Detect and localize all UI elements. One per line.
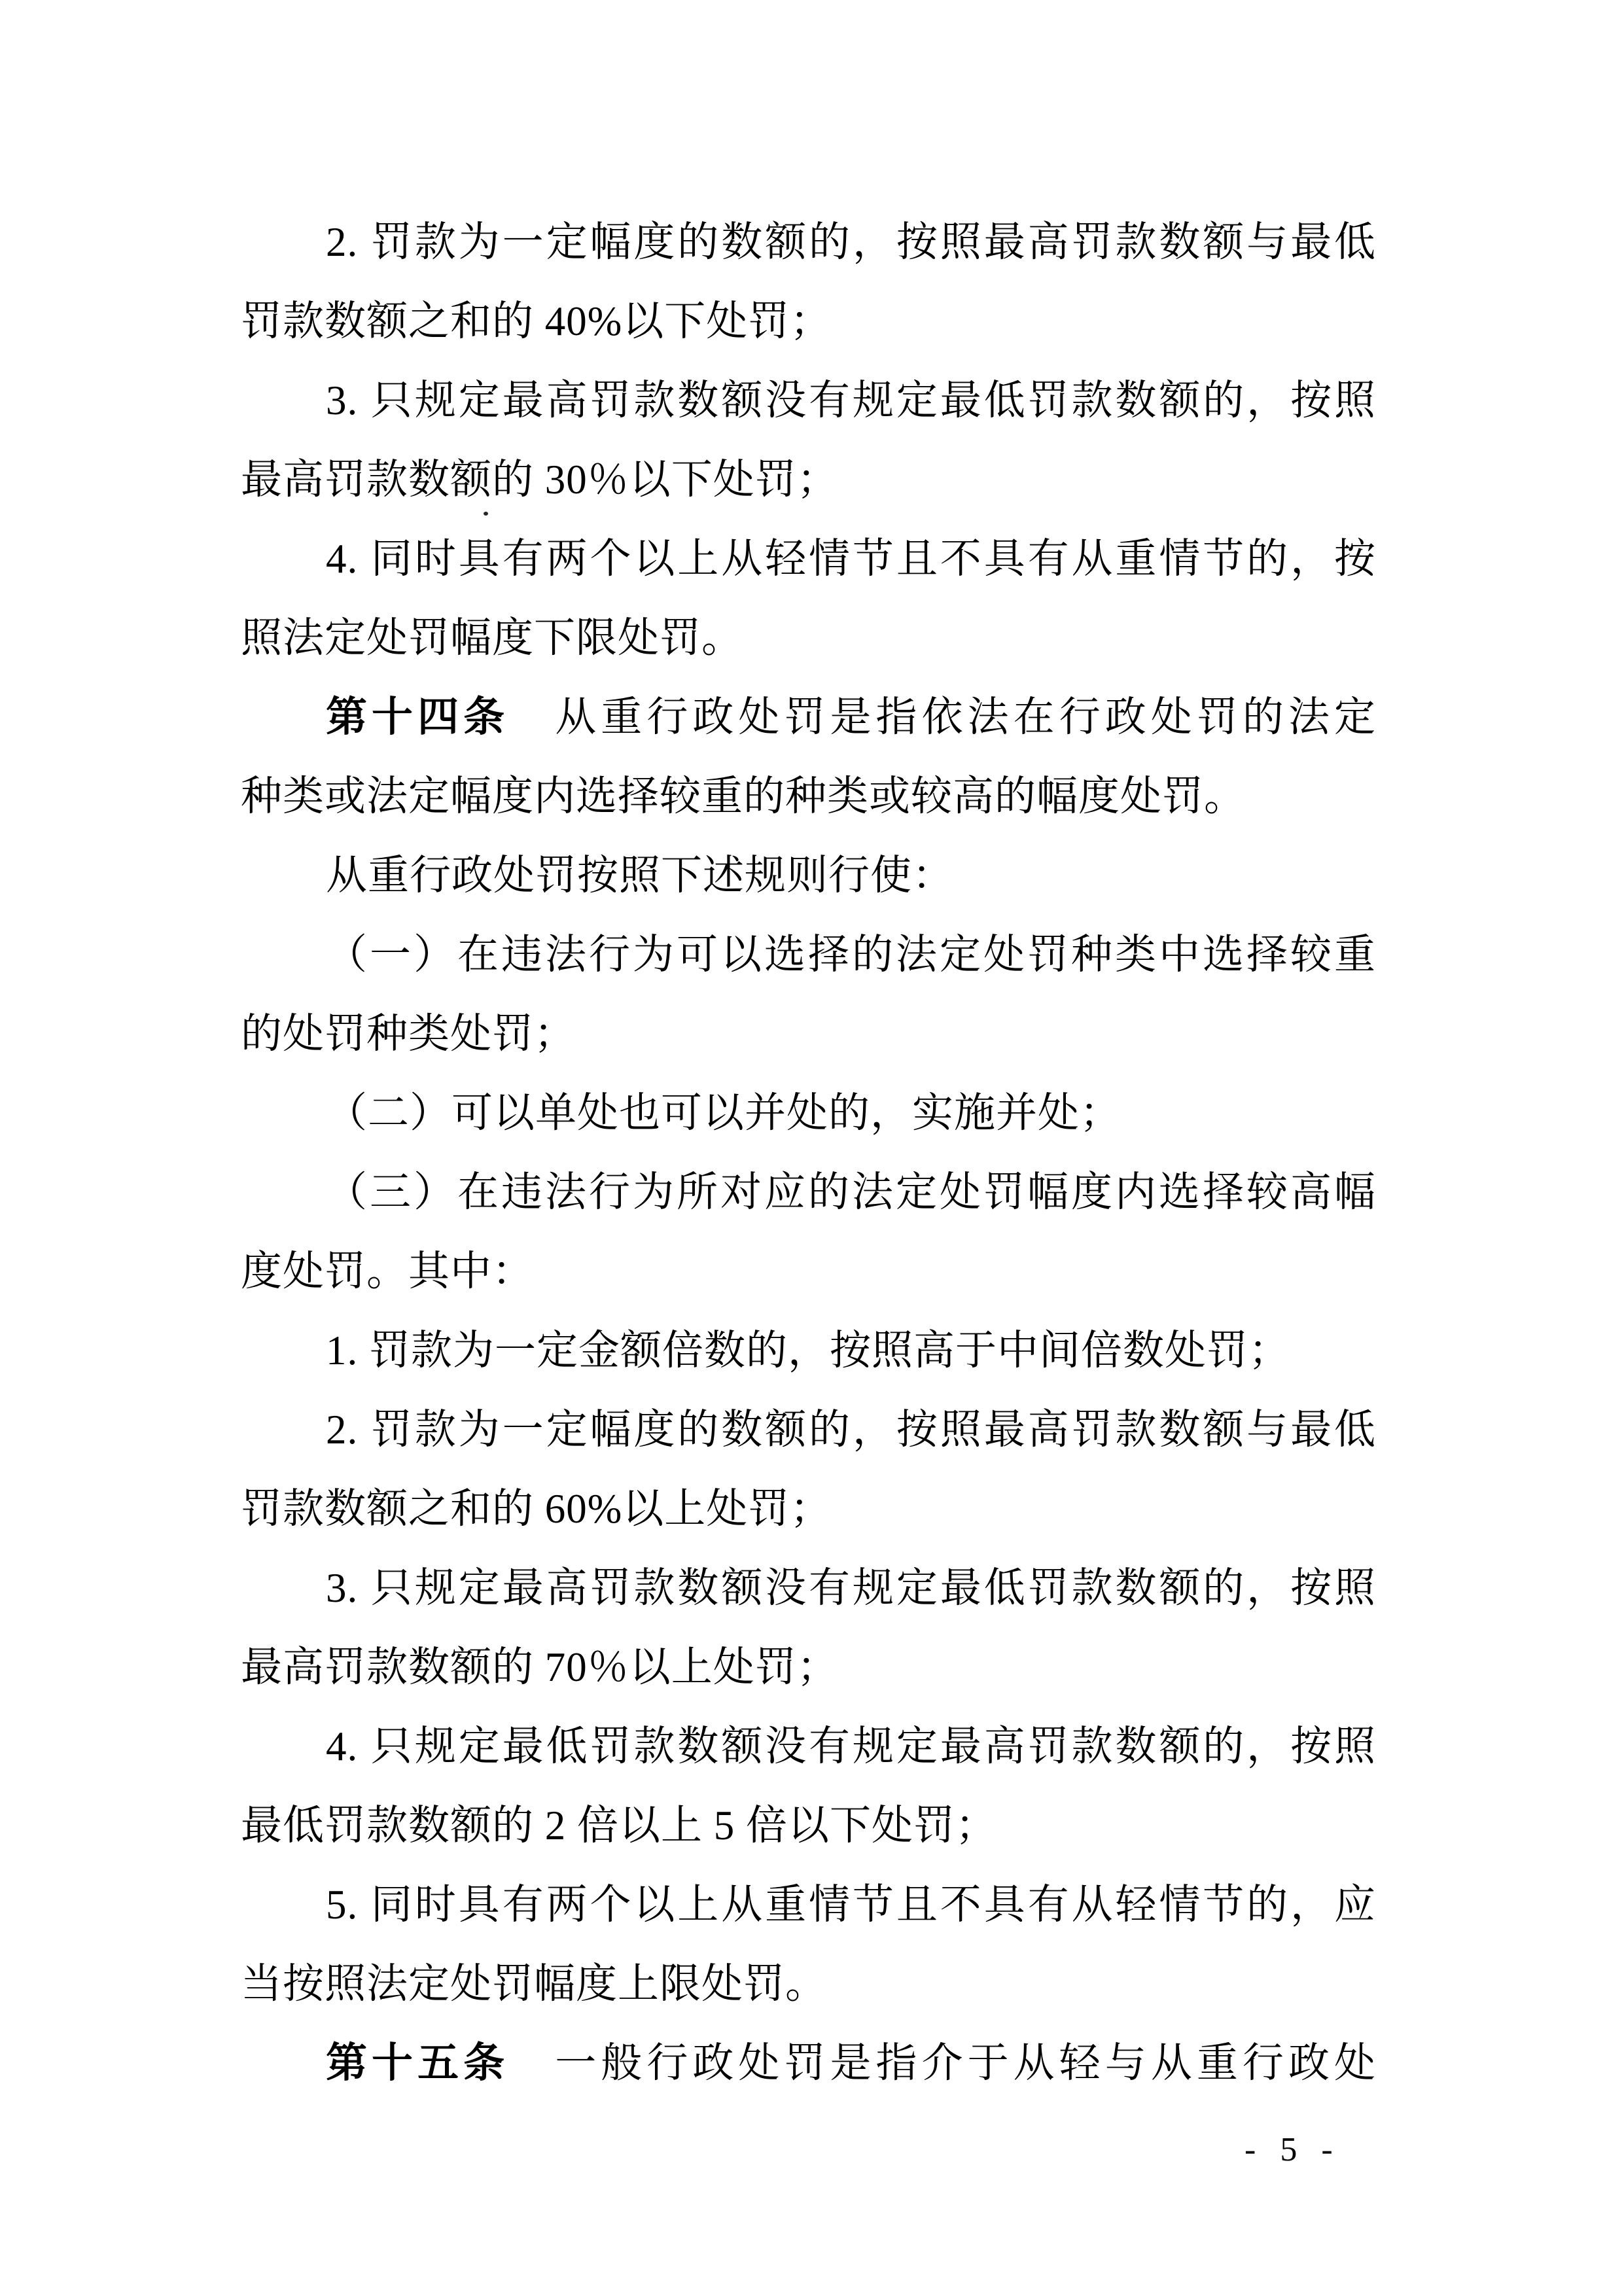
article-14-text: 从重行政处罚是指依法在行政处罚的法定: [509, 694, 1377, 740]
text-line: 2. 罚款为一定幅度的数额的，按照最高罚款数额与最低: [326, 1407, 1376, 1453]
text-line-article-14: [241, 678, 1376, 757]
document-text-block: [241, 203, 1376, 2103]
text-line: 5. 同时具有两个以上从重情节且不具有从轻情节的，应: [326, 1882, 1376, 1928]
text-line: 罚款数额之和的 60%以上处罚；: [241, 1486, 832, 1532]
text-line: 的处罚种类处罚；: [241, 1011, 576, 1057]
text-line: （一）在违法行为可以选择的法定处罚种类中选择较重: [326, 932, 1376, 978]
text-line: 当按照法定处罚幅度上限处罚。: [241, 1961, 827, 2007]
text-line-article-15: [241, 2024, 1376, 2103]
scan-artifact-dot: [484, 512, 488, 516]
text-line: 3. 只规定最高罚款数额没有规定最低罚款数额的，按照: [326, 378, 1376, 423]
text-line: （三）在违法行为所对应的法定处罚幅度内选择较高幅: [326, 1169, 1376, 1215]
text-line: 2. 罚款为一定幅度的数额的，按照最高罚款数额与最低: [326, 219, 1376, 265]
text-line: 度处罚。其中：: [241, 1248, 534, 1294]
text-line: 3. 只规定最高罚款数额没有规定最低罚款数额的，按照: [326, 1565, 1376, 1611]
article-14-heading: 第十四条: [326, 694, 510, 740]
text-line: 罚款数额之和的 40%以下处罚；: [241, 298, 832, 344]
text-line: 最低罚款数额的 2 倍以上 5 倍以下处罚；: [241, 1803, 997, 1848]
text-line: 照法定处罚幅度下限处罚。: [241, 615, 743, 661]
text-line: 最高罚款数额的 30％以下处罚；: [241, 457, 839, 503]
text-line: 从重行政处罚按照下述规则行使：: [326, 853, 954, 898]
text-line: 最高罚款数额的 70％以上处罚；: [241, 1644, 839, 1690]
article-15-text: 一般行政处罚是指介于从轻与从重行政处: [509, 2040, 1377, 2086]
text-line: 4. 只规定最低罚款数额没有规定最高罚款数额的，按照: [326, 1723, 1376, 1769]
text-line: 4. 同时具有两个以上从轻情节且不具有从重情节的，按: [326, 536, 1376, 582]
page-number: - 5 -: [1244, 2131, 1341, 2168]
text-line: 1. 罚款为一定金额倍数的，按照高于中间倍数处罚；: [326, 1328, 1290, 1373]
text-line: 种类或法定幅度内选择较重的种类或较高的幅度处罚。: [241, 773, 1246, 819]
article-15-heading: 第十五条: [326, 2040, 510, 2086]
text-line: （二）可以单处也可以并处的，实施并处；: [326, 1090, 1121, 1136]
